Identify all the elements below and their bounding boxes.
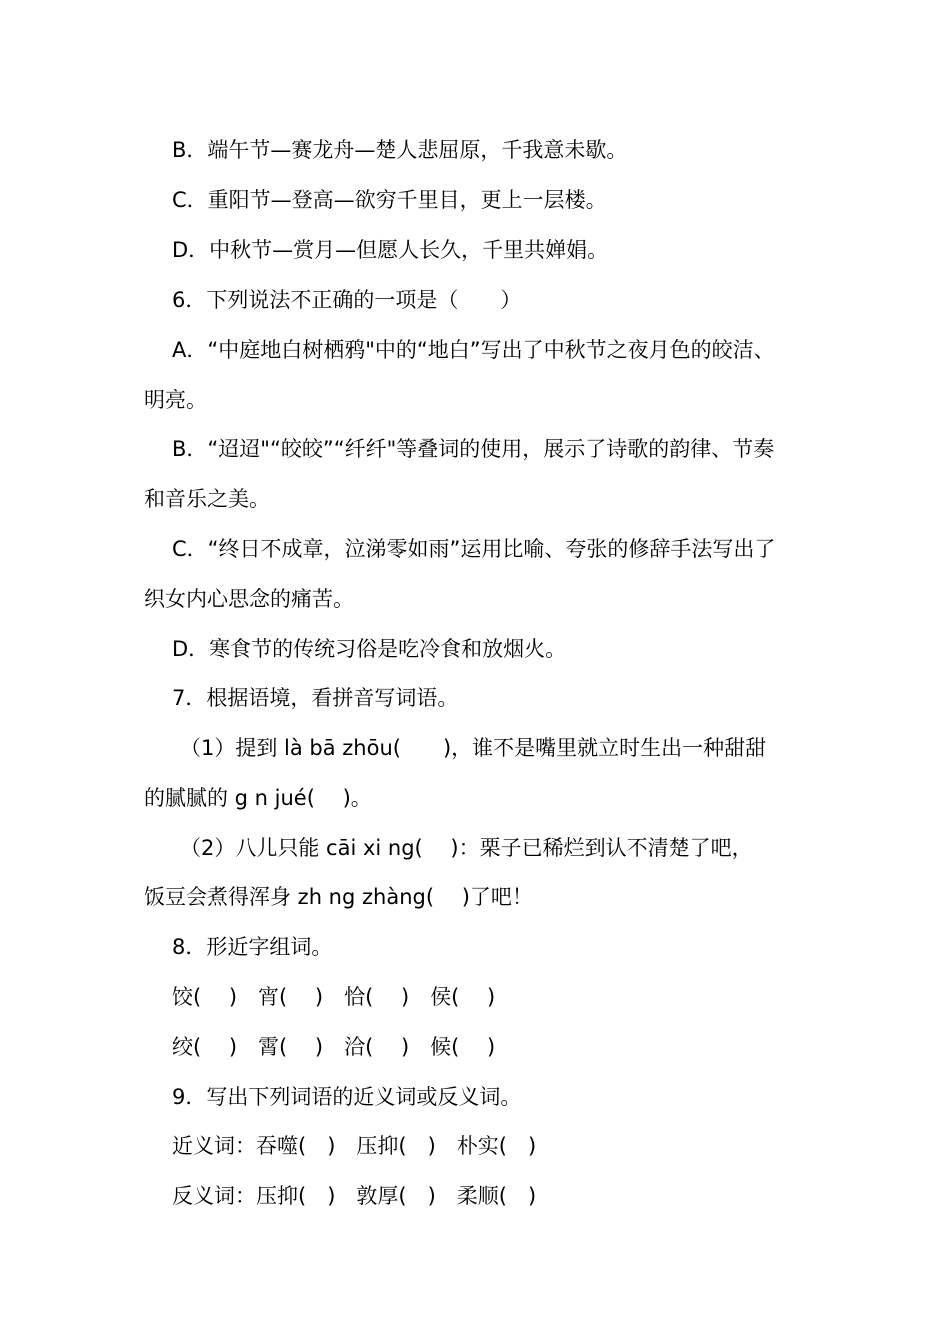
question-6-option-a-cont: 明亮。 xyxy=(144,388,207,412)
question-6-option-b: B．“迢迢"“皎皎”“纤纤"等叠词的使用，展示了诗歌的韵律、节奏 xyxy=(172,437,775,461)
option-d-festival: D．中秋节—赏月—但愿人长久，千里共婵娟。 xyxy=(172,238,609,262)
question-6-title: 6．下列说法不正确的一项是（ ） xyxy=(172,288,522,312)
question-6-option-b-cont: 和音乐之美。 xyxy=(144,487,270,511)
question-6-option-c: C．“终日不成章，泣涕零如雨”运用比喻、夸张的修辞手法写出了 xyxy=(172,537,776,561)
question-6-option-d: D．寒食节的传统习俗是吃冷食和放烟火。 xyxy=(172,637,567,661)
question-9-antonyms: 反义词：压抑( ) 敦厚( ) 柔顺( ) xyxy=(172,1184,537,1208)
option-c-festival: C．重阳节—登高—欲穷千里目，更上一层楼。 xyxy=(172,188,607,212)
question-9-title: 9．写出下列词语的近义词或反义词。 xyxy=(172,1085,522,1109)
question-7-title: 7．根据语境，看拼音写词语。 xyxy=(172,686,459,710)
question-8-row-1: 饺( ) 宵( ) 恰( ) 侯( ) xyxy=(172,985,496,1009)
question-7-part-2-cont: 饭豆会煮得浑身 zh ng zhàng( )了吧！ xyxy=(144,885,533,909)
question-8-row-2: 绞( ) 霄( ) 洽( ) 候( ) xyxy=(172,1035,496,1059)
question-7-part-1: （1）提到 là bā zhōu( )，谁不是嘴里就立时生出一种甜甜 xyxy=(180,736,767,760)
question-9-synonyms: 近义词：吞噬( ) 压抑( ) 朴实( ) xyxy=(172,1134,537,1158)
question-6-option-c-cont: 织女内心思念的痛苦。 xyxy=(144,587,354,611)
option-b-festival: B．端午节—赛龙舟—楚人悲屈原，千我意未歇。 xyxy=(172,138,628,162)
question-8-title: 8．形近字组词。 xyxy=(172,935,333,959)
question-7-part-1-cont: 的腻腻的 g n jué( )。 xyxy=(144,786,372,810)
question-7-part-2: （2）八儿只能 cāi xi ng( )：栗子已稀烂到认不清楚了吧， xyxy=(180,836,753,860)
question-6-option-a: A．“中庭地白树栖鸦"中的“地白”写出了中秋节之夜月色的皎洁、 xyxy=(172,338,775,362)
